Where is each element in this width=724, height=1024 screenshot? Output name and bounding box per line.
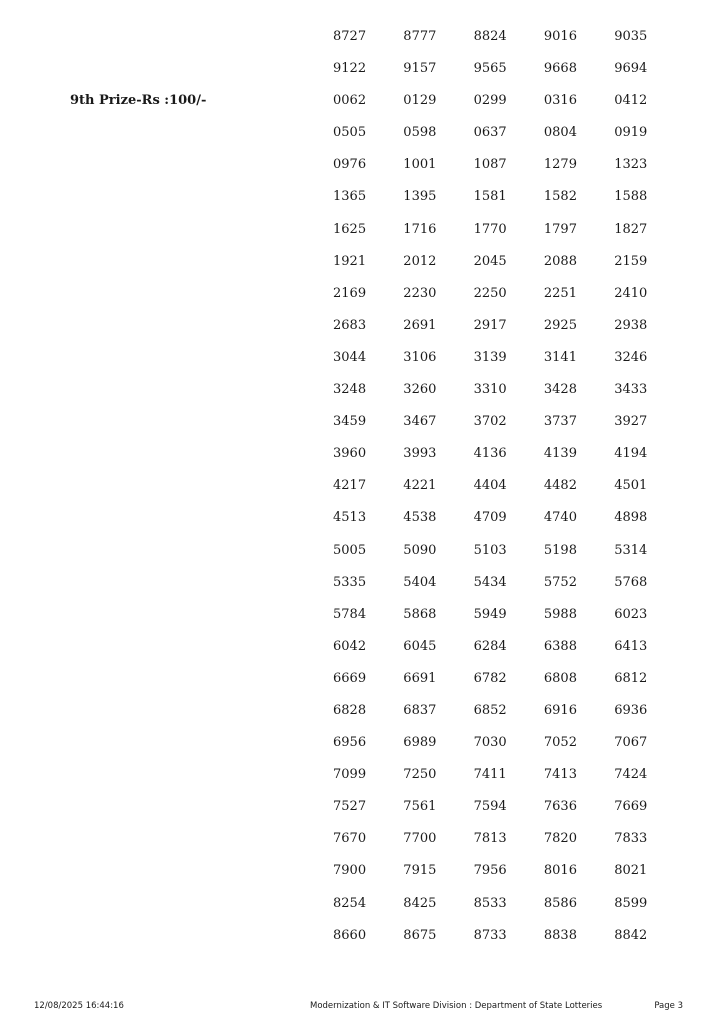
winning-number: 0412 bbox=[614, 93, 648, 109]
winning-number: 4139 bbox=[543, 446, 577, 462]
winning-number: 9122 bbox=[333, 61, 367, 77]
winning-number: 6956 bbox=[333, 735, 367, 751]
winning-number: 4740 bbox=[543, 510, 577, 526]
winning-number: 1365 bbox=[333, 189, 367, 205]
winning-number: 3248 bbox=[333, 382, 367, 398]
winning-number: 6808 bbox=[543, 670, 577, 686]
winning-number: 4136 bbox=[473, 446, 507, 462]
winning-number: 7411 bbox=[473, 767, 507, 783]
winning-number: 3044 bbox=[333, 349, 367, 365]
winning-number: 2012 bbox=[403, 253, 437, 269]
winning-number: 6916 bbox=[543, 702, 577, 718]
winning-number: 8586 bbox=[543, 895, 577, 911]
winning-number: 1770 bbox=[473, 221, 507, 237]
winning-number: 6413 bbox=[614, 638, 648, 654]
winning-number: 3260 bbox=[403, 382, 437, 398]
footer-timestamp: 12/08/2025 16:44:16 bbox=[34, 1001, 124, 1011]
winning-number: 5768 bbox=[614, 574, 648, 590]
winning-number: 2683 bbox=[333, 317, 367, 333]
winning-number: 8660 bbox=[333, 927, 367, 943]
winning-number: 3960 bbox=[333, 446, 367, 462]
winning-number: 3106 bbox=[403, 349, 437, 365]
winning-number: 7813 bbox=[473, 831, 507, 847]
winning-number: 0129 bbox=[403, 93, 437, 109]
winning-number: 7820 bbox=[543, 831, 577, 847]
winning-number: 8016 bbox=[543, 863, 577, 879]
winning-number: 3310 bbox=[473, 382, 507, 398]
winning-number: 5090 bbox=[403, 542, 437, 558]
winning-number: 6989 bbox=[403, 735, 437, 751]
winning-number: 6388 bbox=[543, 638, 577, 654]
winning-number: 2691 bbox=[403, 317, 437, 333]
winning-number: 6837 bbox=[403, 702, 437, 718]
winning-number: 5949 bbox=[473, 606, 507, 622]
winning-number: 3246 bbox=[614, 349, 648, 365]
winning-number: 1625 bbox=[333, 221, 367, 237]
winning-number: 5784 bbox=[333, 606, 367, 622]
winning-number: 4898 bbox=[614, 510, 648, 526]
prize-label: 9th Prize-Rs :100/- bbox=[70, 93, 207, 108]
winning-number: 0505 bbox=[333, 125, 367, 141]
winning-number: 7099 bbox=[333, 767, 367, 783]
winning-number: 6023 bbox=[614, 606, 648, 622]
winning-number: 1582 bbox=[543, 189, 577, 205]
winning-number: 3428 bbox=[543, 382, 577, 398]
winning-number: 1797 bbox=[543, 221, 577, 237]
winning-number: 3433 bbox=[614, 382, 648, 398]
winning-number: 5335 bbox=[333, 574, 367, 590]
winning-number: 3139 bbox=[473, 349, 507, 365]
winning-number: 3927 bbox=[614, 414, 648, 430]
winning-number: 2250 bbox=[473, 285, 507, 301]
winning-number: 6669 bbox=[333, 670, 367, 686]
winning-number: 1827 bbox=[614, 221, 648, 237]
winning-number: 1716 bbox=[403, 221, 437, 237]
winning-number: 7833 bbox=[614, 831, 648, 847]
winning-number: 1001 bbox=[403, 157, 437, 173]
winning-number: 1323 bbox=[614, 157, 648, 173]
winning-number: 2917 bbox=[473, 317, 507, 333]
winning-number: 7424 bbox=[614, 767, 648, 783]
winning-number: 0299 bbox=[473, 93, 507, 109]
winning-number: 5103 bbox=[473, 542, 507, 558]
winning-number: 4221 bbox=[403, 478, 437, 494]
winning-number: 0062 bbox=[333, 93, 367, 109]
winning-number: 0316 bbox=[543, 93, 577, 109]
winning-number: 8824 bbox=[473, 29, 507, 44]
winning-number: 7636 bbox=[543, 799, 577, 815]
winning-number: 6852 bbox=[473, 702, 507, 718]
winning-number: 8533 bbox=[473, 895, 507, 911]
winning-number: 7669 bbox=[614, 799, 648, 815]
winning-number: 1921 bbox=[333, 253, 367, 269]
winning-number: 2925 bbox=[543, 317, 577, 333]
winning-number: 6284 bbox=[473, 638, 507, 654]
winning-number: 8727 bbox=[333, 29, 367, 44]
winning-number: 3141 bbox=[543, 349, 577, 365]
winning-number: 7700 bbox=[403, 831, 437, 847]
winning-number: 5434 bbox=[473, 574, 507, 590]
winning-number: 5404 bbox=[403, 574, 437, 590]
winning-number: 1588 bbox=[614, 189, 648, 205]
winning-number: 6936 bbox=[614, 702, 648, 718]
winning-number: 7250 bbox=[403, 767, 437, 783]
winning-number: 2045 bbox=[473, 253, 507, 269]
winning-number: 9157 bbox=[403, 61, 437, 77]
winning-number: 1581 bbox=[473, 189, 507, 205]
winning-number: 5314 bbox=[614, 542, 648, 558]
winning-number: 4194 bbox=[614, 446, 648, 462]
winning-number: 5752 bbox=[543, 574, 577, 590]
winning-number: 7915 bbox=[403, 863, 437, 879]
winning-number: 4501 bbox=[614, 478, 648, 494]
winning-number: 7052 bbox=[543, 735, 577, 751]
winning-number: 9035 bbox=[614, 29, 648, 44]
winning-number: 1279 bbox=[543, 157, 577, 173]
winning-number: 2938 bbox=[614, 317, 648, 333]
winning-number: 4513 bbox=[333, 510, 367, 526]
winning-number: 2159 bbox=[614, 253, 648, 269]
winning-number: 7561 bbox=[403, 799, 437, 815]
winning-number: 4709 bbox=[473, 510, 507, 526]
winning-number: 8599 bbox=[614, 895, 648, 911]
winning-numbers-grid bbox=[333, 28, 684, 959]
winning-number: 8838 bbox=[543, 927, 577, 943]
winning-number: 9668 bbox=[543, 61, 577, 77]
winning-number: 7670 bbox=[333, 831, 367, 847]
winning-number: 8254 bbox=[333, 895, 367, 911]
winning-number: 0637 bbox=[473, 125, 507, 141]
winning-number: 0919 bbox=[614, 125, 648, 141]
winning-number: 6042 bbox=[333, 638, 367, 654]
winning-number: 6691 bbox=[403, 670, 437, 686]
winning-number: 3702 bbox=[473, 414, 507, 430]
winning-number: 6812 bbox=[614, 670, 648, 686]
winning-number: 7413 bbox=[543, 767, 577, 783]
winning-number: 8842 bbox=[614, 927, 648, 943]
winning-number: 5988 bbox=[543, 606, 577, 622]
winning-number: 6828 bbox=[333, 702, 367, 718]
winning-number: 6045 bbox=[403, 638, 437, 654]
winning-number: 1395 bbox=[403, 189, 437, 205]
winning-number: 5198 bbox=[543, 542, 577, 558]
winning-number: 3459 bbox=[333, 414, 367, 430]
winning-number: 4482 bbox=[543, 478, 577, 494]
winning-number: 1087 bbox=[473, 157, 507, 173]
winning-number: 4538 bbox=[403, 510, 437, 526]
winning-number: 5868 bbox=[403, 606, 437, 622]
winning-number: 2410 bbox=[614, 285, 648, 301]
winning-number: 7594 bbox=[473, 799, 507, 815]
footer-division: Modernization & IT Software Division : Department of State Lotteries bbox=[310, 1001, 603, 1011]
winning-number: 0804 bbox=[543, 125, 577, 141]
winning-number: 4404 bbox=[473, 478, 507, 494]
winning-number: 3467 bbox=[403, 414, 437, 430]
winning-number: 7900 bbox=[333, 863, 367, 879]
winning-number: 7030 bbox=[473, 735, 507, 751]
winning-number: 3993 bbox=[403, 446, 437, 462]
winning-number: 2088 bbox=[543, 253, 577, 269]
winning-number: 6782 bbox=[473, 670, 507, 686]
winning-number: 7527 bbox=[333, 799, 367, 815]
winning-number: 4217 bbox=[333, 478, 367, 494]
winning-number: 2251 bbox=[543, 285, 577, 301]
winning-number: 8425 bbox=[403, 895, 437, 911]
winning-number: 9016 bbox=[543, 29, 577, 44]
winning-number: 3737 bbox=[543, 414, 577, 430]
winning-number: 2230 bbox=[403, 285, 437, 301]
winning-number: 5005 bbox=[333, 542, 367, 558]
winning-number: 9694 bbox=[614, 61, 648, 77]
winning-number: 9565 bbox=[473, 61, 507, 77]
winning-number: 0976 bbox=[333, 157, 367, 173]
winning-number: 8021 bbox=[614, 863, 648, 879]
footer-page-number: Page 3 bbox=[654, 1001, 683, 1011]
winning-number: 7956 bbox=[473, 863, 507, 879]
winning-number: 0598 bbox=[403, 125, 437, 141]
winning-number: 8777 bbox=[403, 29, 437, 44]
winning-number: 2169 bbox=[333, 285, 367, 301]
winning-number: 8733 bbox=[473, 927, 507, 943]
winning-number: 7067 bbox=[614, 735, 648, 751]
winning-number: 8675 bbox=[403, 927, 437, 943]
